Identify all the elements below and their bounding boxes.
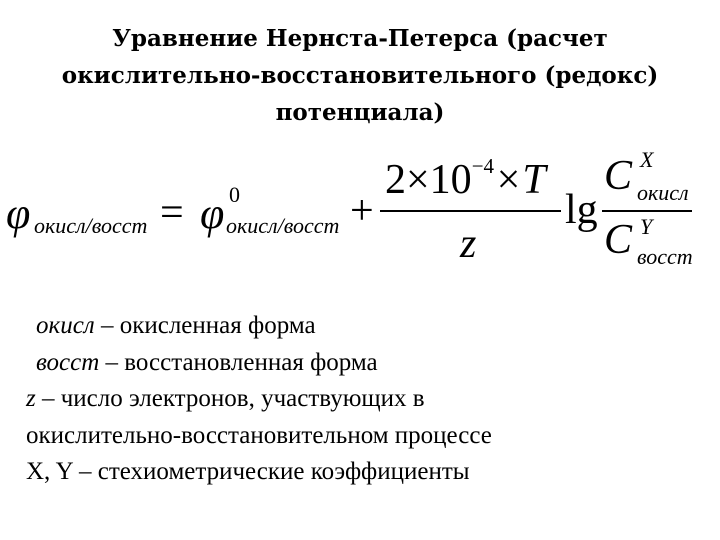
legend-item: окисл – окисленная форма [36,312,316,339]
log-operator: lg [565,187,598,233]
reduced-concentration-symbol: C [604,217,633,263]
ratio-bar [602,209,692,213]
page-title [20,20,700,131]
reduced-subscript: восст [637,244,693,269]
title-line: окислительно-восстановительного (редокс) [61,62,659,89]
fraction-numerator: $2\times 10^{-4}\times T$ [385,154,546,203]
title-line: потенциала) [275,99,445,126]
plus-sign: + [350,188,374,234]
standard-potential-symbol: φ [200,189,225,238]
title-line: Уравнение Нернста-Петерса (расчет [112,25,608,52]
potential-symbol: φ [6,189,31,238]
oxidized-subscript: окисл [637,180,689,205]
standard-potential-subscript: окисл/восст [226,213,340,238]
fraction-denominator: z [460,221,477,267]
legend-item: восст – восстановленная форма [36,348,378,376]
fraction-bar [380,209,561,213]
reduced-superscript: Y [640,214,653,239]
legend-item: X, Y – стехиометрические коэффициенты [26,458,470,485]
oxidized-concentration-symbol: C [604,153,633,199]
legend-item: окислительно-восстановительном процессе [26,421,492,449]
legend-item: z – число электронов, участвующих в [26,385,425,412]
oxidized-superscript: X [640,147,654,172]
equals-sign: = [160,190,184,236]
potential-subscript: окисл/восст [34,213,148,238]
numerator-exponent: −4 [471,154,495,178]
nernst-peterson-equation [0,147,720,280]
standard-superscript: 0 [229,182,240,207]
notation-legend [26,308,706,491]
